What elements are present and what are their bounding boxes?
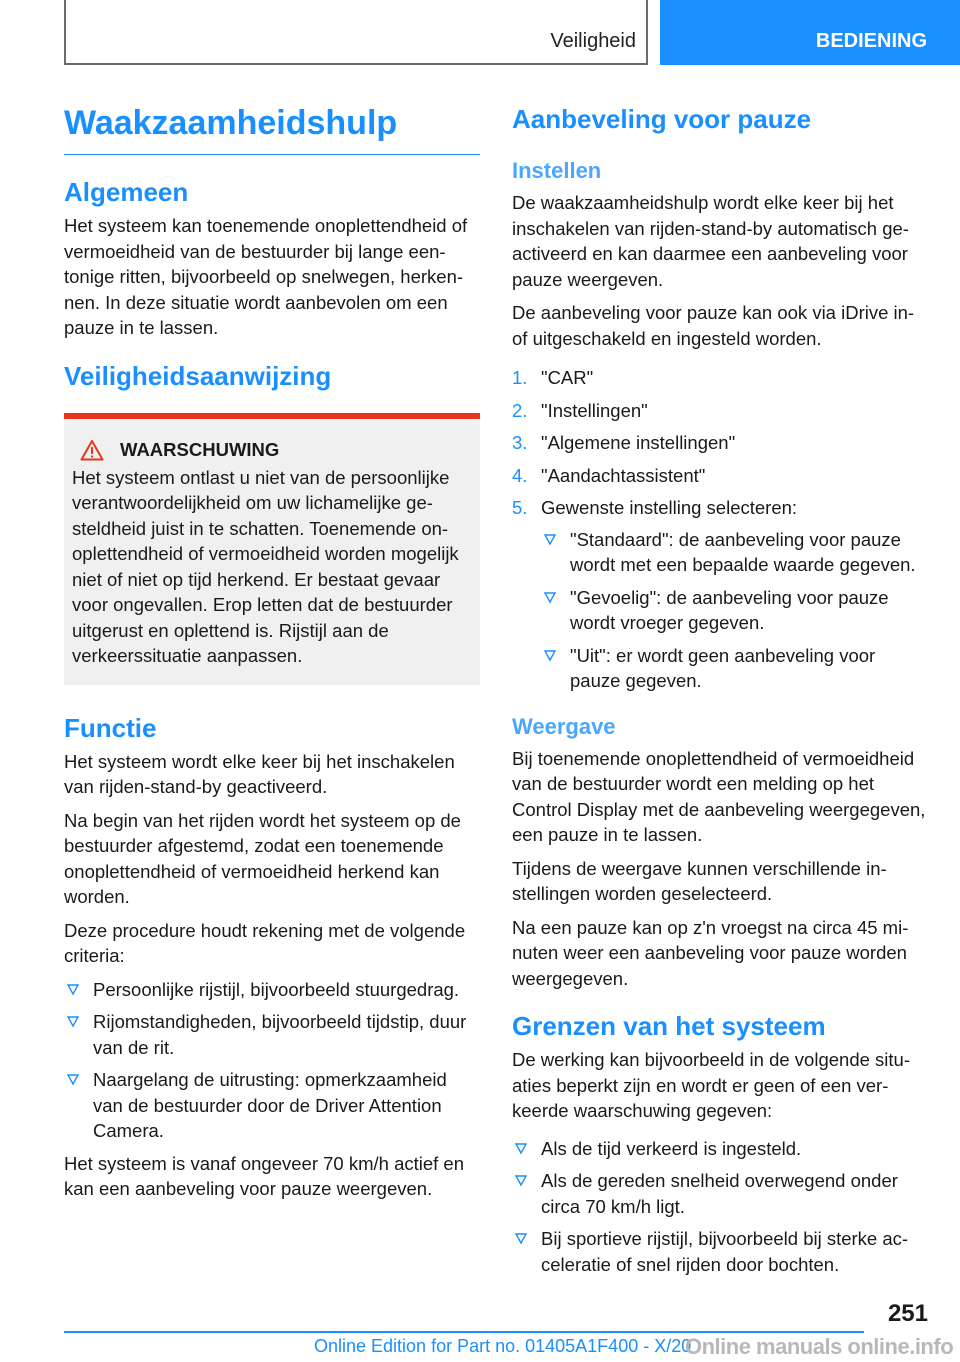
- list-item: "Gevoelig": de aanbeveling voor pauze wordt vroeger gegeven.: [541, 585, 928, 636]
- step-item: 5. Gewenste instelling selecteren: "Standaard": de aanbeveling voor pauze wordt met een bepaalde waarde gegeven. "Gevoelig": de aanbeveling voor pauze wordt vroeger gegeven. "Uit": er wordt geen aanbeveling voor pauze gegeven.: [512, 495, 928, 694]
- list-item: "Uit": er wordt geen aanbeveling voor pauze gegeven.: [541, 643, 928, 694]
- weergave-p3: Na een pauze kan op z'n vroegst na circa 45 minuten weer een aanbeveling voor pauze worden weergegeven.: [512, 916, 909, 989]
- algemeen-text: Het systeem kan toenemende onoplettendheid of vermoeidheid van de bestuurder bij lange eentonige ritten, bijvoorbeeld op snelwegen, herkennen. In deze situatie wordt aanbevolen om een pauze in te lassen.: [64, 215, 468, 338]
- heading-functie: Functie: [64, 712, 157, 743]
- weergave-p2: Tijdens de weergave kunnen verschillende instellingen worden geselecteerd.: [512, 857, 887, 904]
- heading-algemeen: Algemeen: [64, 177, 189, 207]
- list-item: Als de tijd verkeerd is ingesteld.: [512, 1136, 928, 1162]
- header-chapter-tab: [660, 0, 960, 65]
- step-item: 3. "Algemene instellingen": [512, 432, 736, 453]
- functie-p1: Het systeem wordt elke keer bij het inschakelen van rijden-stand-by geactiveerd.: [64, 750, 455, 797]
- step-item: 4. "Aandachtassistent": [512, 464, 706, 486]
- right-column: [512, 98, 928, 1284]
- triangle-bullet-icon: [515, 1233, 527, 1245]
- list-item: Rijomstandigheden, bijvoorbeeld tijdstip, duur van de rit.: [64, 1009, 480, 1060]
- triangle-bullet-icon: [515, 1143, 527, 1155]
- heading-grenzen: Grenzen van het systeem: [512, 1011, 826, 1041]
- warning-triangle-icon: [80, 439, 104, 461]
- list-item: Persoonlijke rijstijl, bijvoorbeeld stuurgedrag.: [64, 977, 480, 1003]
- triangle-bullet-icon: [67, 984, 79, 996]
- left-column: [64, 98, 480, 1210]
- footer-divider: [64, 1331, 864, 1333]
- instelling-options-list: [541, 527, 928, 694]
- list-item: Als de gereden snelheid overwegend onder circa 70 km/h ligt.: [512, 1168, 928, 1219]
- step-item: 1. "CAR": [512, 367, 594, 388]
- heading-instellen: Instellen: [512, 158, 602, 183]
- functie-p2: Na begin van het rijden wordt het systeem op de bestuurder afgestemd, zodat een toenemende onoplettendheid of vermoeidheid herkend kan worden.: [64, 809, 461, 907]
- heading-weergave: Weergave: [512, 713, 616, 739]
- watermark: Online manuals online.info: [685, 1334, 954, 1359]
- page-title: Waakzaamheidshulp: [64, 98, 480, 155]
- functie-criteria-list: [64, 977, 480, 1144]
- header-section-title: Veiligheid: [550, 30, 636, 52]
- warning-box: [64, 413, 480, 685]
- triangle-bullet-icon: [544, 650, 556, 662]
- grenzen-list: [512, 1136, 928, 1278]
- heading-aanbeveling: Aanbeveling voor pauze: [512, 104, 812, 134]
- heading-veiligheid: Veiligheidsaanwijzing: [64, 360, 332, 391]
- list-item: Naargelang de uitrusting: opmerkzaamheid van de bestuurder door de Driver Attention Camera.: [64, 1067, 480, 1144]
- warning-text: Het systeem ontlast u niet van de persoonlijke verantwoordelijkheid om uw lichamelijke gesteldheid juist in te schatten. Toenemende onoplettendheid of vermoeidheid worden mogelijk niet of niet op tijd herkend. Er bestaat gevaar voor ongevallen. Erop letten dat de bestuurder uitgerust en oplettend is. Rijstijl aan de verkeerssituatie aanpassen.: [72, 466, 459, 666]
- step-item: 2. "Instellingen": [512, 399, 648, 421]
- header-chapter-label: BEDIENING: [815, 30, 927, 52]
- instellen-p1: De waakzaamheidshulp wordt elke keer bij het inschakelen van rijden-stand-by automatisch geactiveerd en kan daarmee een aanbeveling voor pauze weergeven.: [512, 192, 909, 290]
- page-number: 251: [887, 1300, 928, 1327]
- functie-p4: Het systeem is vanaf ongeveer 70 km/h actief en kan een aanbeveling voor pauze weergeven.: [64, 1152, 465, 1199]
- functie-p3: Deze procedure houdt rekening met de volgende criteria:: [64, 919, 466, 966]
- warning-title: [72, 437, 472, 463]
- triangle-bullet-icon: [515, 1175, 527, 1187]
- weergave-p1: Bij toenemende onoplettendheid of vermoeidheid van de bestuurder wordt een melding op het Control Display met de aanbeveling weergegeven, een pauze in te lassen.: [512, 747, 926, 845]
- instellen-p2: De aanbeveling voor pauze kan ook via iDrive in- of uitgeschakeld en ingesteld worden.: [512, 302, 915, 349]
- triangle-bullet-icon: [67, 1074, 79, 1086]
- grenzen-p1: De werking kan bijvoorbeeld in de volgende situaties beperkt zijn en wordt er geen of een verkeerde waarschuwing gegeven:: [512, 1049, 910, 1121]
- instellen-steps: [512, 365, 928, 694]
- footer-edition: Online Edition for Part no. 01405A1F400 - X/20: [314, 1336, 692, 1356]
- triangle-bullet-icon: [544, 592, 556, 604]
- warning-title-label: WAARSCHUWING: [120, 438, 280, 460]
- triangle-bullet-icon: [67, 1016, 79, 1028]
- triangle-bullet-icon: [544, 534, 556, 546]
- list-item: Bij sportieve rijstijl, bijvoorbeeld bij sterke acceleratie of snel rijden door bochten.: [512, 1226, 928, 1277]
- list-item: "Standaard": de aanbeveling voor pauze wordt met een bepaalde waarde gegeven.: [541, 527, 928, 578]
